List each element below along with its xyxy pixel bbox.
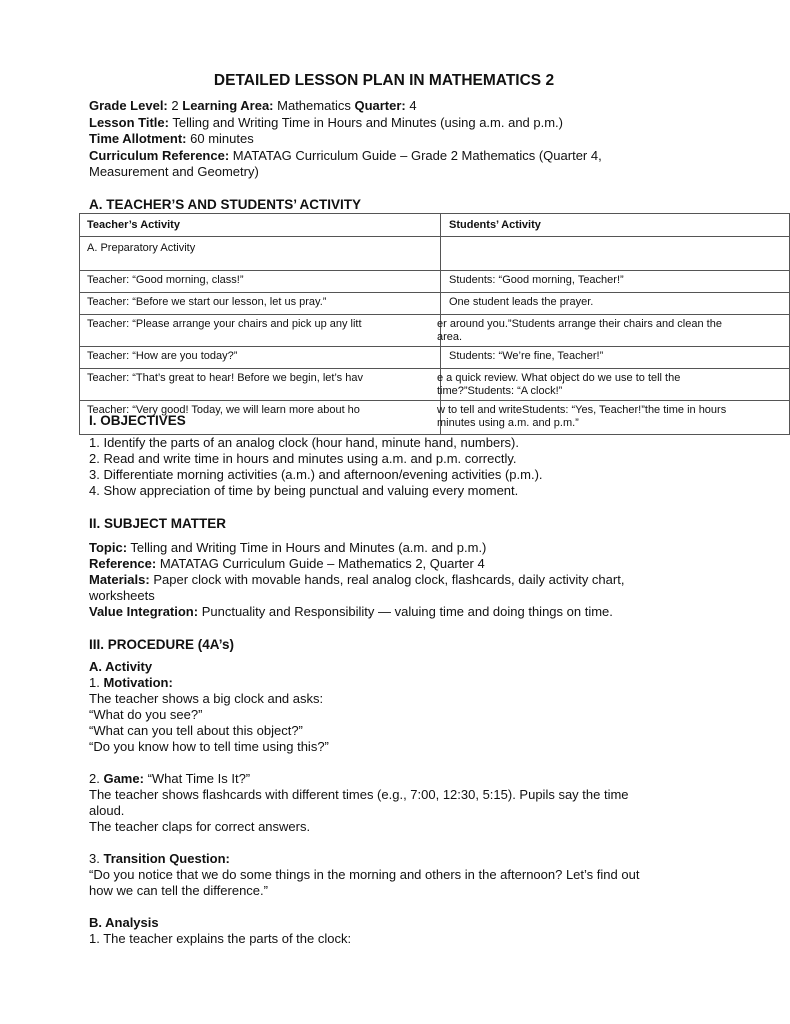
table-row (80, 315, 790, 347)
students-line-2: time?”Students: “A clock!” (437, 385, 563, 397)
teacher-cell: Teacher: “That’s great to hear! Before we begin, let’s hav (80, 369, 441, 401)
meta-line-curriculum (89, 148, 689, 181)
section-a-title: A. TEACHER’S AND STUDENTS’ ACTIVITY (89, 197, 362, 212)
teacher-cell: Teacher: “How are you today?” (80, 347, 441, 369)
objective-item: 3. Differentiate morning activities (a.m.) and afternoon/evening activities (p.m.). (89, 467, 543, 482)
students-cell (437, 315, 790, 347)
value-integration-line (89, 604, 689, 620)
students-cell: Students: “We’re fine, Teacher!” (441, 347, 790, 369)
topic-label: Topic: (89, 540, 128, 555)
game-number: 2. (89, 771, 100, 786)
quarter-label: Quarter: (354, 98, 406, 113)
curriculum-label: Curriculum Reference: (89, 147, 230, 163)
teacher-cell: Teacher: “Please arrange your chairs and pick up any litt (80, 315, 441, 347)
procedure-title: III. PROCEDURE (4A’s) (89, 637, 235, 652)
objective-item: 4. Show appreciation of time by being punctual and valuing every moment. (89, 483, 519, 498)
students-cell: Students: “Good morning, Teacher!” (441, 271, 790, 293)
table-header-row (80, 214, 790, 237)
students-cell-text (437, 318, 787, 344)
materials-label: Materials: (89, 572, 150, 587)
curriculum-value-2: Measurement and Geometry) (89, 164, 259, 179)
objective-item: 1. Identify the parts of an analog clock (hour hand, minute hand, numbers). (89, 435, 519, 450)
teacher-cell: Teacher: “Before we start our lesson, let us pray.” (80, 293, 441, 315)
activity-title: A. Activity (89, 659, 153, 674)
transition-heading (89, 851, 689, 867)
students-line-2: minutes using a.m. and p.m.” (437, 417, 579, 429)
transition-line: how we can tell the difference.” (89, 883, 268, 898)
transition-label: Transition Question: (103, 851, 230, 866)
materials-value-2: worksheets (89, 588, 155, 603)
time-allotment-value: 60 minutes (190, 131, 254, 146)
analysis-line: 1. The teacher explains the parts of the clock: (89, 931, 352, 946)
header-students: Students’ Activity (441, 214, 790, 237)
header-teacher: Teacher’s Activity (80, 214, 441, 237)
empty-cell (441, 237, 790, 271)
transition-number: 3. (89, 851, 100, 866)
time-allotment-label: Time Allotment: (89, 131, 187, 146)
game-line: aloud. (89, 803, 125, 818)
students-line-1: er around you.”Students arrange their chairs and clean the (437, 318, 722, 330)
activity-table (79, 213, 790, 435)
value-integration-label: Value Integration: (89, 604, 199, 619)
students-line-1: e a quick review. What object do we use to tell the (437, 372, 681, 384)
reference-line (89, 556, 689, 572)
subject-matter-title: II. SUBJECT MATTER (89, 516, 227, 531)
game-heading (89, 771, 689, 787)
meta-line-time (89, 131, 689, 148)
lesson-title-label: Lesson Title: (89, 114, 169, 130)
game-line: The teacher claps for correct answers. (89, 819, 311, 834)
game-name: “What Time Is It?” (147, 771, 251, 786)
lesson-title-value: Telling and Writing Time in Hours and Minutes (using a.m. and p.m.) (172, 114, 563, 130)
document-title: DETAILED LESSON PLAN IN MATHEMATICS 2 (213, 72, 555, 89)
motivation-heading (89, 675, 689, 691)
motivation-line: The teacher shows a big clock and asks: (89, 691, 324, 706)
students-cell (437, 369, 790, 401)
topic-value: Telling and Writing Time in Hours and Minutes (a.m. and p.m.) (130, 540, 487, 555)
materials-line (89, 572, 689, 604)
topic-line (89, 540, 689, 556)
motivation-number: 1. (89, 675, 100, 690)
objective-item: 2. Read and write time in hours and minutes using a.m. and p.m. correctly. (89, 451, 517, 466)
learning-area-label: Learning Area: (182, 98, 274, 113)
meta-line-grade (89, 98, 689, 115)
value-integration-value: Punctuality and Responsibility — valuing time and doing things on time. (201, 604, 613, 619)
meta-line-lesson-title (89, 115, 689, 132)
analysis-title: B. Analysis (89, 915, 159, 930)
teacher-cell: Teacher: “Good morning, class!” (80, 271, 441, 293)
motivation-label: Motivation: (103, 675, 173, 690)
game-line: The teacher shows flashcards with different times (e.g., 7:00, 12:30, 5:15). Pupils say the time (89, 787, 629, 802)
game-label: Game: (103, 771, 144, 786)
grade-level-label: Grade Level: (89, 98, 168, 113)
lesson-meta (89, 98, 689, 181)
students-line-1: w to tell and writeStudents: “Yes, Teacher!”the time in hours (437, 404, 727, 416)
table-row (80, 271, 790, 293)
table-row (80, 369, 790, 401)
motivation-line: “What do you see?” (89, 707, 203, 722)
reference-label: Reference: (89, 556, 157, 571)
table-row (80, 293, 790, 315)
reference-value: MATATAG Curriculum Guide – Mathematics 2, Quarter 4 (159, 556, 485, 571)
curriculum-value-1: MATATAG Curriculum Guide – Grade 2 Mathematics (Quarter 4, (232, 147, 602, 163)
students-cell-text (437, 372, 787, 398)
objectives-title: I. OBJECTIVES (89, 413, 186, 428)
teacher-cell: Teacher: “Very good! Today, we will learn more about ho (80, 401, 441, 435)
quarter-value: 4 (409, 98, 417, 113)
motivation-line: “What can you tell about this object?” (89, 723, 303, 738)
students-line-2: area. (437, 331, 463, 343)
table-row (80, 347, 790, 369)
prep-cell: A. Preparatory Activity (80, 237, 441, 271)
lesson-body (89, 413, 689, 947)
grade-level-value: 2 (171, 98, 179, 113)
students-cell: One student leads the prayer. (441, 293, 790, 315)
transition-line: “Do you notice that we do some things in the morning and others in the afternoon? Let’s find out (89, 867, 640, 882)
learning-area-value: Mathematics (277, 98, 351, 113)
motivation-line: “Do you know how to tell time using this?” (89, 739, 329, 754)
materials-value-1: Paper clock with movable hands, real analog clock, flashcards, daily activity chart, (153, 572, 625, 587)
table-row (80, 237, 790, 271)
